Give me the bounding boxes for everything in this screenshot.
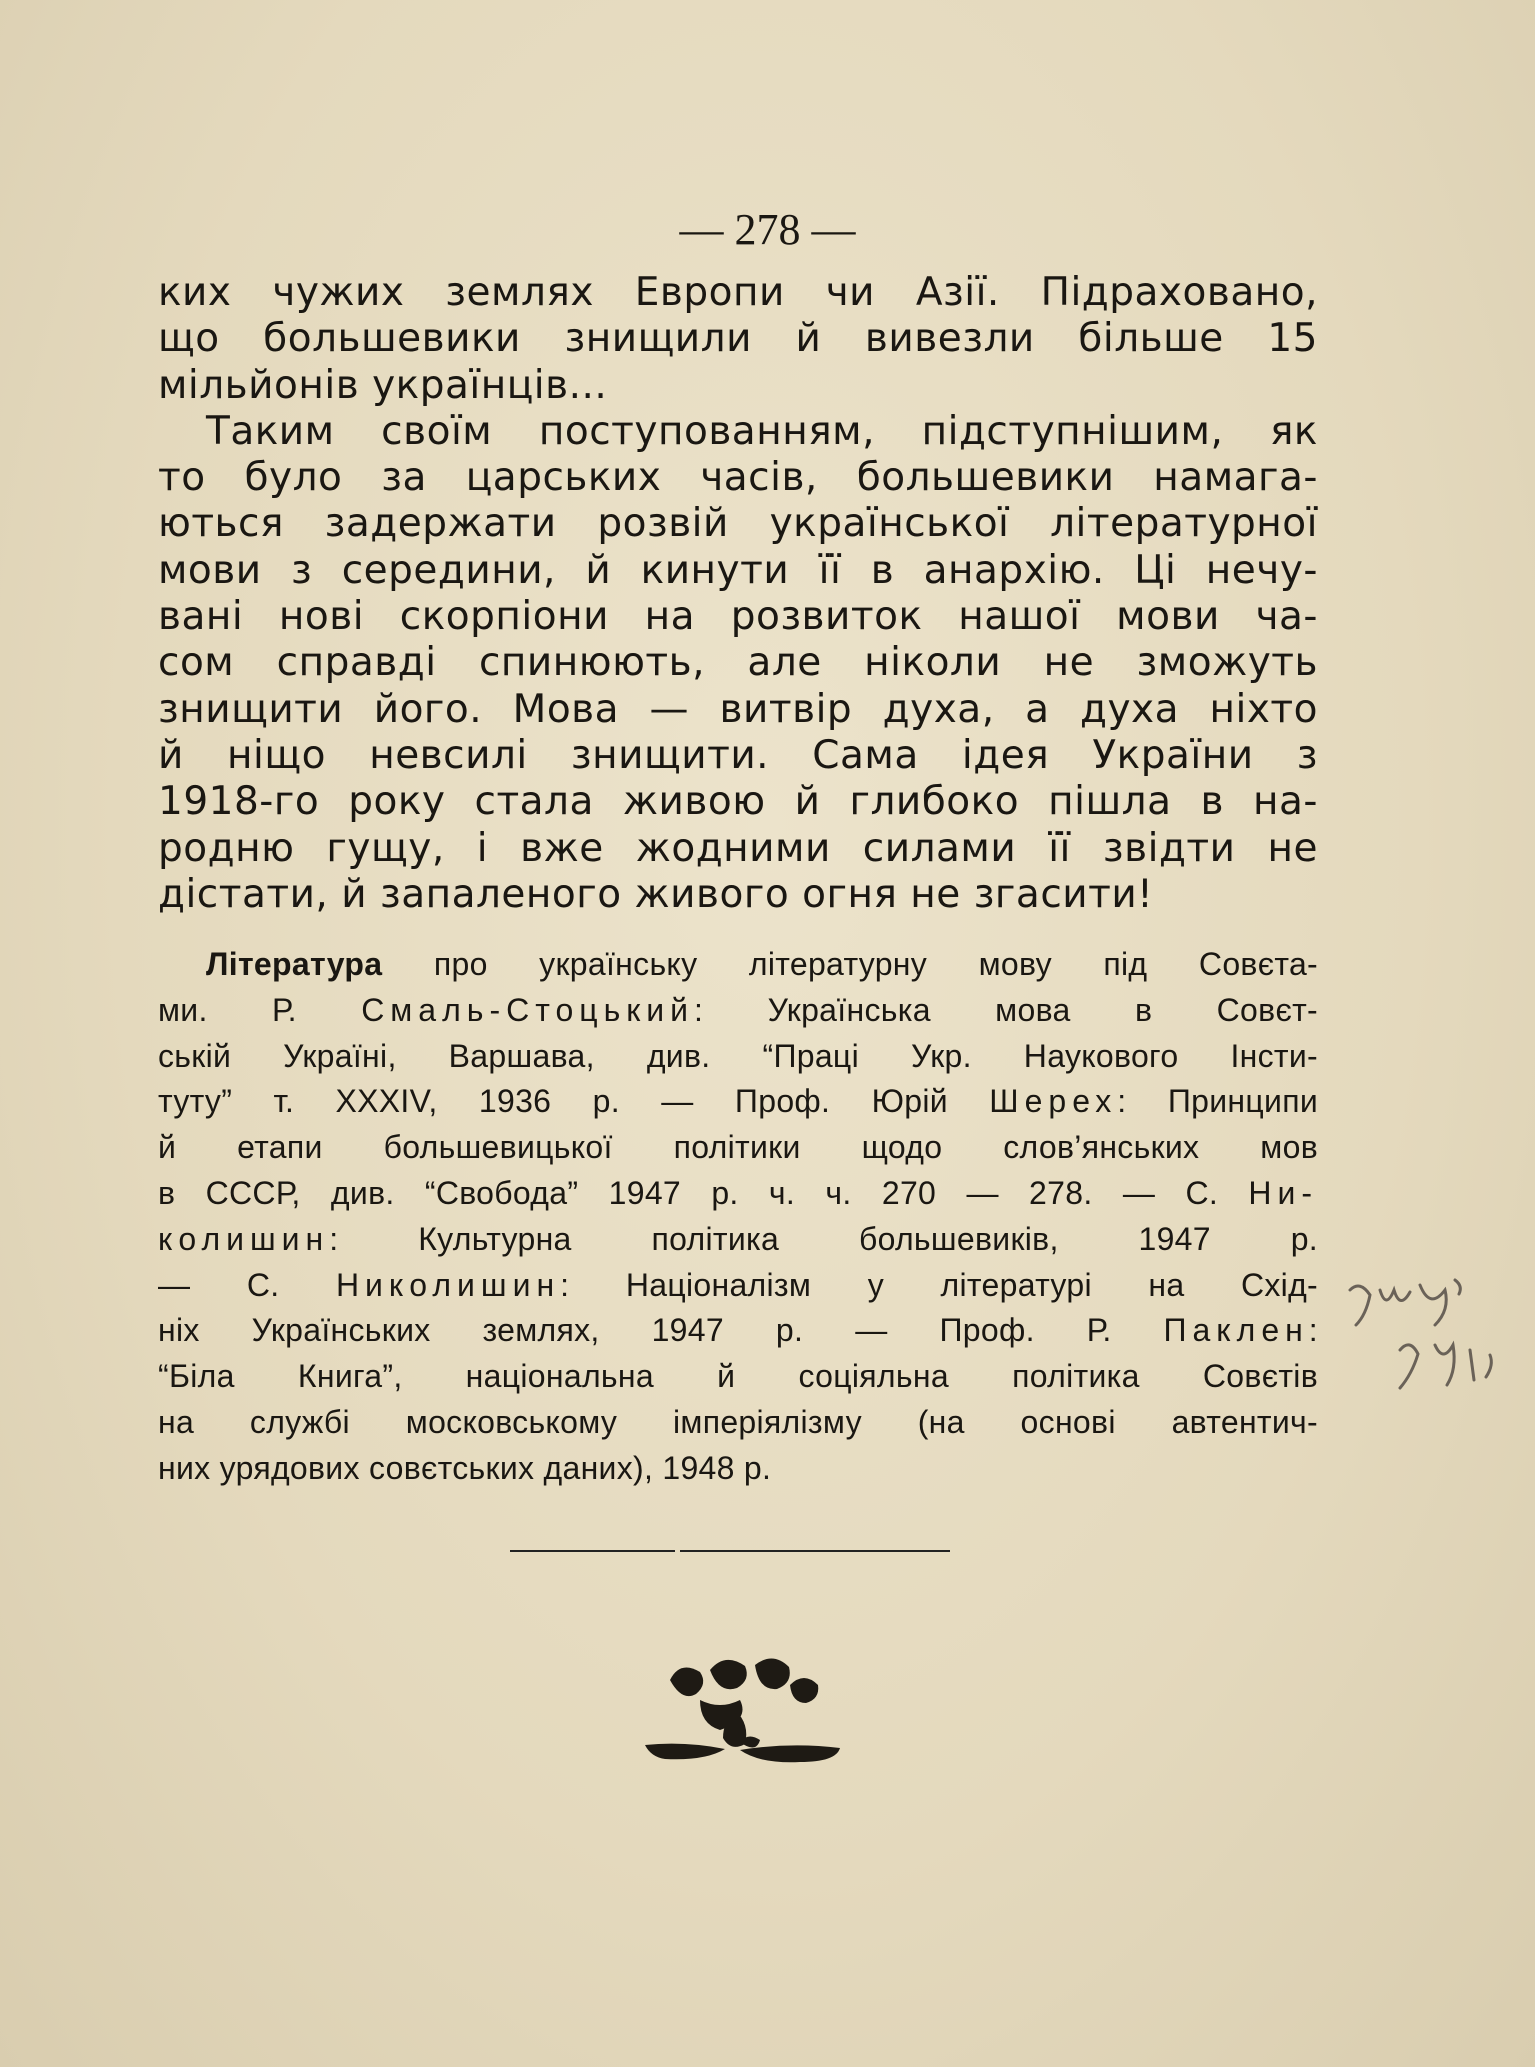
literature-text: — С.: [158, 1266, 336, 1303]
text-line: мови з середини, й кинути її в анархію. Ці нечу-: [158, 547, 1318, 593]
text-line: й ніщо невсилі знищити. Сама ідея України з: [158, 732, 1318, 778]
text-line: мільйонів українців...: [158, 362, 608, 408]
literature-text: ми. Р.: [158, 991, 362, 1028]
divider-rule: [510, 1550, 675, 1552]
literature-line: [158, 1263, 1318, 1309]
literature-line: [158, 1217, 1318, 1263]
text-line: ких чужих землях Европи чи Азії. Підраховано,: [158, 270, 1318, 315]
text-line: сом справді спинюють, але ніколи не зможуть: [158, 640, 1318, 686]
literature-line: [158, 988, 1318, 1034]
literature-line: [158, 1308, 1318, 1354]
literature-text: : Культурна політика большевиків, 1947 р.: [329, 1220, 1318, 1257]
literature-text: : Українська мова в Совєт-: [694, 991, 1318, 1028]
literature-heading: Література: [206, 946, 383, 982]
literature-line: й етапи большевицької політики щодо слов’янських мов: [158, 1129, 1318, 1166]
text-line: Таким своїм поступованням, підступнішим, як: [206, 408, 1318, 454]
text-line: то було за царських часів, большевики намага-: [158, 455, 1318, 501]
paragraph-2: [158, 409, 1318, 918]
divider-rule: [680, 1550, 950, 1552]
author-name: Шерех: [989, 1083, 1118, 1120]
handwritten-margin-note-icon: [1340, 1270, 1510, 1420]
author-name: Ни-: [1248, 1174, 1318, 1211]
author-name: колишин: [158, 1220, 330, 1257]
author-name: Паклен: [1163, 1312, 1309, 1349]
literature-text: ніх Українських землях, 1947 р. — Проф. Р.: [158, 1312, 1164, 1349]
literature-line: “Біла Книга”, національна й соціяльна політика Совєтів: [158, 1358, 1318, 1395]
main-text: [158, 270, 1318, 918]
literature-line: [158, 1171, 1318, 1217]
text-line: знищити його. Мова — витвір духа, а духа ніхто: [158, 686, 1318, 732]
literature-line: [158, 942, 1318, 988]
text-line: що большевики знищили й вивезли більше 15: [158, 316, 1318, 362]
literature-note: [158, 942, 1318, 1492]
author-name: Николишин: [335, 1266, 561, 1303]
text-line: родню гущу, і вже жодними силами її звідти не: [158, 825, 1318, 871]
author-name: Смаль-Стоцький: [361, 991, 695, 1028]
literature-text: туту” т. XXXIV, 1936 р. — Проф. Юрій: [158, 1083, 990, 1120]
literature-text: :: [1308, 1312, 1318, 1349]
literature-line: [158, 1079, 1318, 1125]
floral-ornament-icon: [640, 1650, 850, 1775]
literature-line: них урядових совєтських даних), 1948 р.: [158, 1449, 772, 1486]
page-number: — 278 —: [679, 205, 856, 254]
literature-text: : Націоналізм у літературі на Схід-: [560, 1266, 1319, 1303]
literature-text: в СССР, див. “Свобода” 1947 р. ч. ч. 270 — 278. — С.: [158, 1174, 1249, 1211]
text-line: ються задержати розвій української літературної: [158, 501, 1318, 547]
text-line: 1918-го року стала живою й глибоко пішла в на-: [158, 779, 1318, 825]
literature-text: про українську літературну мову під Совєта-: [382, 946, 1318, 982]
literature-text: : Принципи: [1117, 1083, 1318, 1120]
literature-line: на службі московському імперіялізму (на основі автентич-: [158, 1403, 1318, 1440]
text-line: вані нові скорпіони на розвиток нашої мови ча-: [158, 594, 1318, 640]
literature-line: ській Україні, Варшава, див. “Праці Укр. Наукового Інсти-: [158, 1037, 1318, 1074]
paragraph-1: [158, 270, 1318, 409]
text-line: дістати, й запаленого живого огня не згасити!: [158, 871, 1154, 917]
